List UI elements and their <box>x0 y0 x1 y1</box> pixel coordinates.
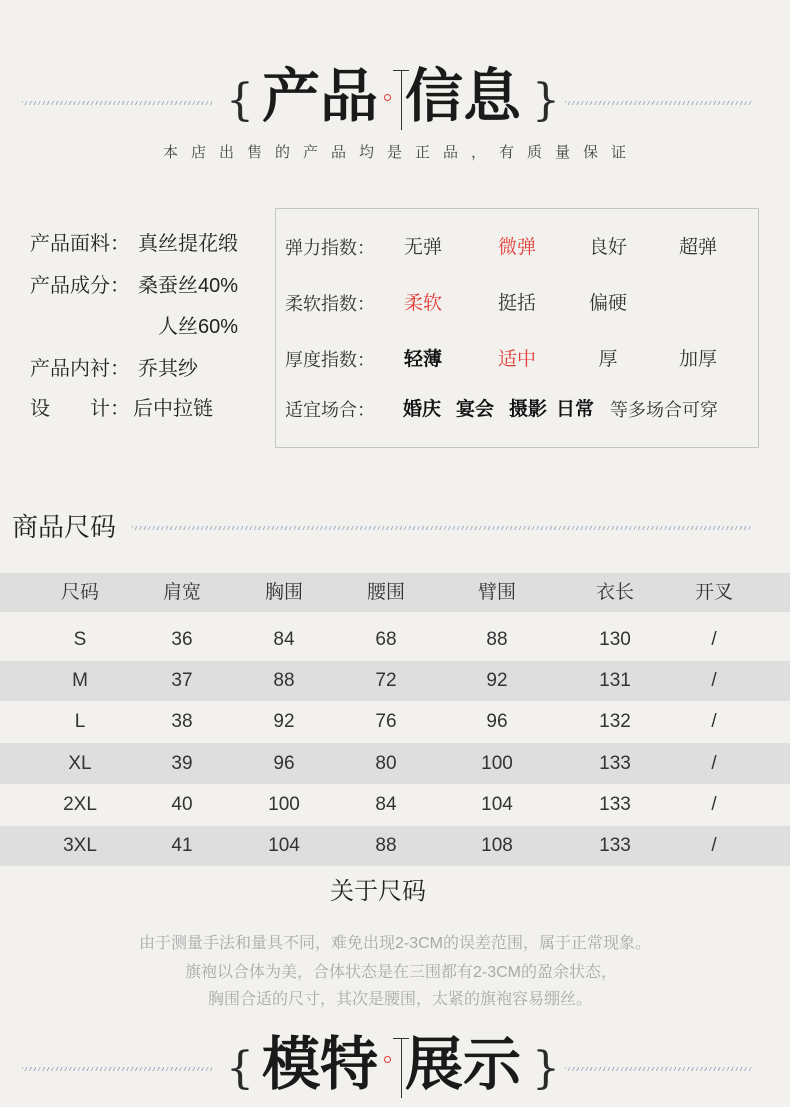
size-table-header <box>0 573 790 612</box>
composition-label: 产品成分： <box>30 275 130 297</box>
table-cell: S <box>73 629 87 650</box>
table-cell: 130 <box>599 629 631 650</box>
table-cell: 84 <box>273 629 295 650</box>
table-cell: 2XL <box>63 794 97 815</box>
column-header: 胸围 <box>264 582 303 603</box>
header-divider-vertical <box>401 70 402 130</box>
about-size-line: 由于测量手法和量具不同，难免出现2-3CM的误差范围，属于正常现象。 <box>138 935 651 952</box>
occasion-item: 日常 <box>556 399 595 420</box>
lining-value: 乔其纱 <box>138 358 198 380</box>
softness-option: 柔软 <box>403 293 442 314</box>
table-row <box>0 785 790 825</box>
table-cell: 40 <box>171 794 193 815</box>
table-cell: 84 <box>375 794 397 815</box>
occasions-label: 适宜场合： <box>285 400 375 420</box>
elasticity-option: 无弹 <box>403 237 442 258</box>
about-size-line: 胸围合适的尺寸，其次是腰围，太紧的旗袍容易绷丝。 <box>207 991 592 1008</box>
about-size-title: 关于尺码 <box>330 879 426 905</box>
header-title-right: 信息 <box>405 64 522 129</box>
table-cell: / <box>711 753 717 774</box>
elasticity-label: 弹力指数： <box>285 238 375 258</box>
elasticity-option: 良好 <box>588 237 627 258</box>
softness-option: 偏硬 <box>588 293 627 314</box>
header-brace-open: { <box>226 75 254 126</box>
table-cell: 133 <box>599 835 631 856</box>
table-cell: 39 <box>171 753 193 774</box>
table-cell: 100 <box>481 753 513 774</box>
table-cell: 104 <box>481 794 513 815</box>
lining-label: 产品内衬： <box>30 358 130 380</box>
occasion-item: 婚庆 <box>403 399 442 420</box>
table-row <box>0 661 790 701</box>
table-cell: 68 <box>375 629 397 650</box>
softness-label: 柔软指数： <box>285 294 375 314</box>
table-cell: 96 <box>273 753 295 774</box>
column-header: 臂围 <box>477 582 516 603</box>
occasions-suffix: 等多场合可穿 <box>610 400 718 420</box>
table-cell: 132 <box>599 711 631 732</box>
size-section-divider <box>132 526 752 530</box>
model-red-dot <box>384 1056 391 1063</box>
header-title-left: 产品 <box>262 64 379 129</box>
occasion-item: 摄影 <box>509 399 548 420</box>
model-brace-open: { <box>226 1043 254 1094</box>
thickness-option: 厚 <box>598 349 618 370</box>
table-cell: 3XL <box>63 835 97 856</box>
column-header: 尺码 <box>60 582 99 603</box>
table-cell: 104 <box>268 835 300 856</box>
model-brace-close: } <box>532 1043 560 1094</box>
table-cell: 80 <box>375 753 397 774</box>
thickness-option: 加厚 <box>678 349 717 370</box>
elasticity-option: 超弹 <box>678 237 717 258</box>
table-cell: 92 <box>486 670 508 691</box>
header-divider-right <box>565 101 753 105</box>
table-cell: 96 <box>486 711 508 732</box>
thickness-option: 轻薄 <box>403 349 442 370</box>
table-cell: 108 <box>481 835 513 856</box>
table-cell: 88 <box>375 835 397 856</box>
table-cell: / <box>711 629 717 650</box>
fabric-value: 真丝提花缎 <box>138 233 238 255</box>
table-cell: 88 <box>273 670 295 691</box>
table-cell: / <box>711 835 717 856</box>
table-cell: 76 <box>375 711 397 732</box>
elasticity-option: 微弹 <box>497 237 536 258</box>
column-header: 肩宽 <box>162 582 201 603</box>
header-divider-left <box>22 101 212 105</box>
model-divider-right <box>565 1067 753 1071</box>
thickness-label: 厚度指数： <box>285 350 375 370</box>
model-title-left: 模特 <box>262 1032 379 1097</box>
column-header: 腰围 <box>366 582 405 603</box>
table-cell: / <box>711 794 717 815</box>
table-row <box>0 826 790 866</box>
table-cell: / <box>711 711 717 732</box>
column-header: 衣长 <box>595 582 634 603</box>
table-cell: 131 <box>599 670 631 691</box>
fabric-label: 产品面料： <box>30 233 130 255</box>
table-cell: 100 <box>268 794 300 815</box>
model-divider-vertical <box>401 1038 402 1098</box>
table-cell: 38 <box>171 711 193 732</box>
composition-value-2: 人丝60% <box>158 316 239 338</box>
table-cell: XL <box>68 753 92 774</box>
table-cell: 133 <box>599 794 631 815</box>
table-cell: M <box>72 670 88 691</box>
table-cell: 88 <box>486 629 508 650</box>
composition-value-1: 桑蚕丝40% <box>138 275 239 297</box>
table-row <box>0 743 790 784</box>
header-brace-close: } <box>532 75 560 126</box>
about-size-line: 旗袍以合体为美，合体状态是在三围都有2-3CM的盈余状态， <box>184 964 617 981</box>
softness-option: 挺括 <box>497 293 536 314</box>
model-title-right: 展示 <box>405 1032 522 1097</box>
table-row <box>0 702 790 742</box>
occasion-item: 宴会 <box>456 399 495 420</box>
column-header: 开叉 <box>694 582 733 603</box>
model-divider-left <box>22 1067 212 1071</box>
table-cell: 92 <box>273 711 295 732</box>
table-cell: L <box>74 711 86 732</box>
design-value: 后中拉链 <box>133 398 213 420</box>
table-cell: 41 <box>171 835 193 856</box>
size-section-title: 商品尺码 <box>12 513 117 542</box>
header-subtitle: 本店出售的产品均是正品，有质量保证 <box>163 144 640 161</box>
header-red-dot <box>384 94 391 101</box>
table-cell: / <box>711 670 717 691</box>
table-cell: 72 <box>375 670 397 691</box>
table-cell: 36 <box>171 629 193 650</box>
table-row <box>0 620 790 660</box>
table-cell: 37 <box>171 670 193 691</box>
table-cell: 133 <box>599 753 631 774</box>
design-label: 设 计： <box>30 398 130 420</box>
thickness-option: 适中 <box>497 349 536 370</box>
